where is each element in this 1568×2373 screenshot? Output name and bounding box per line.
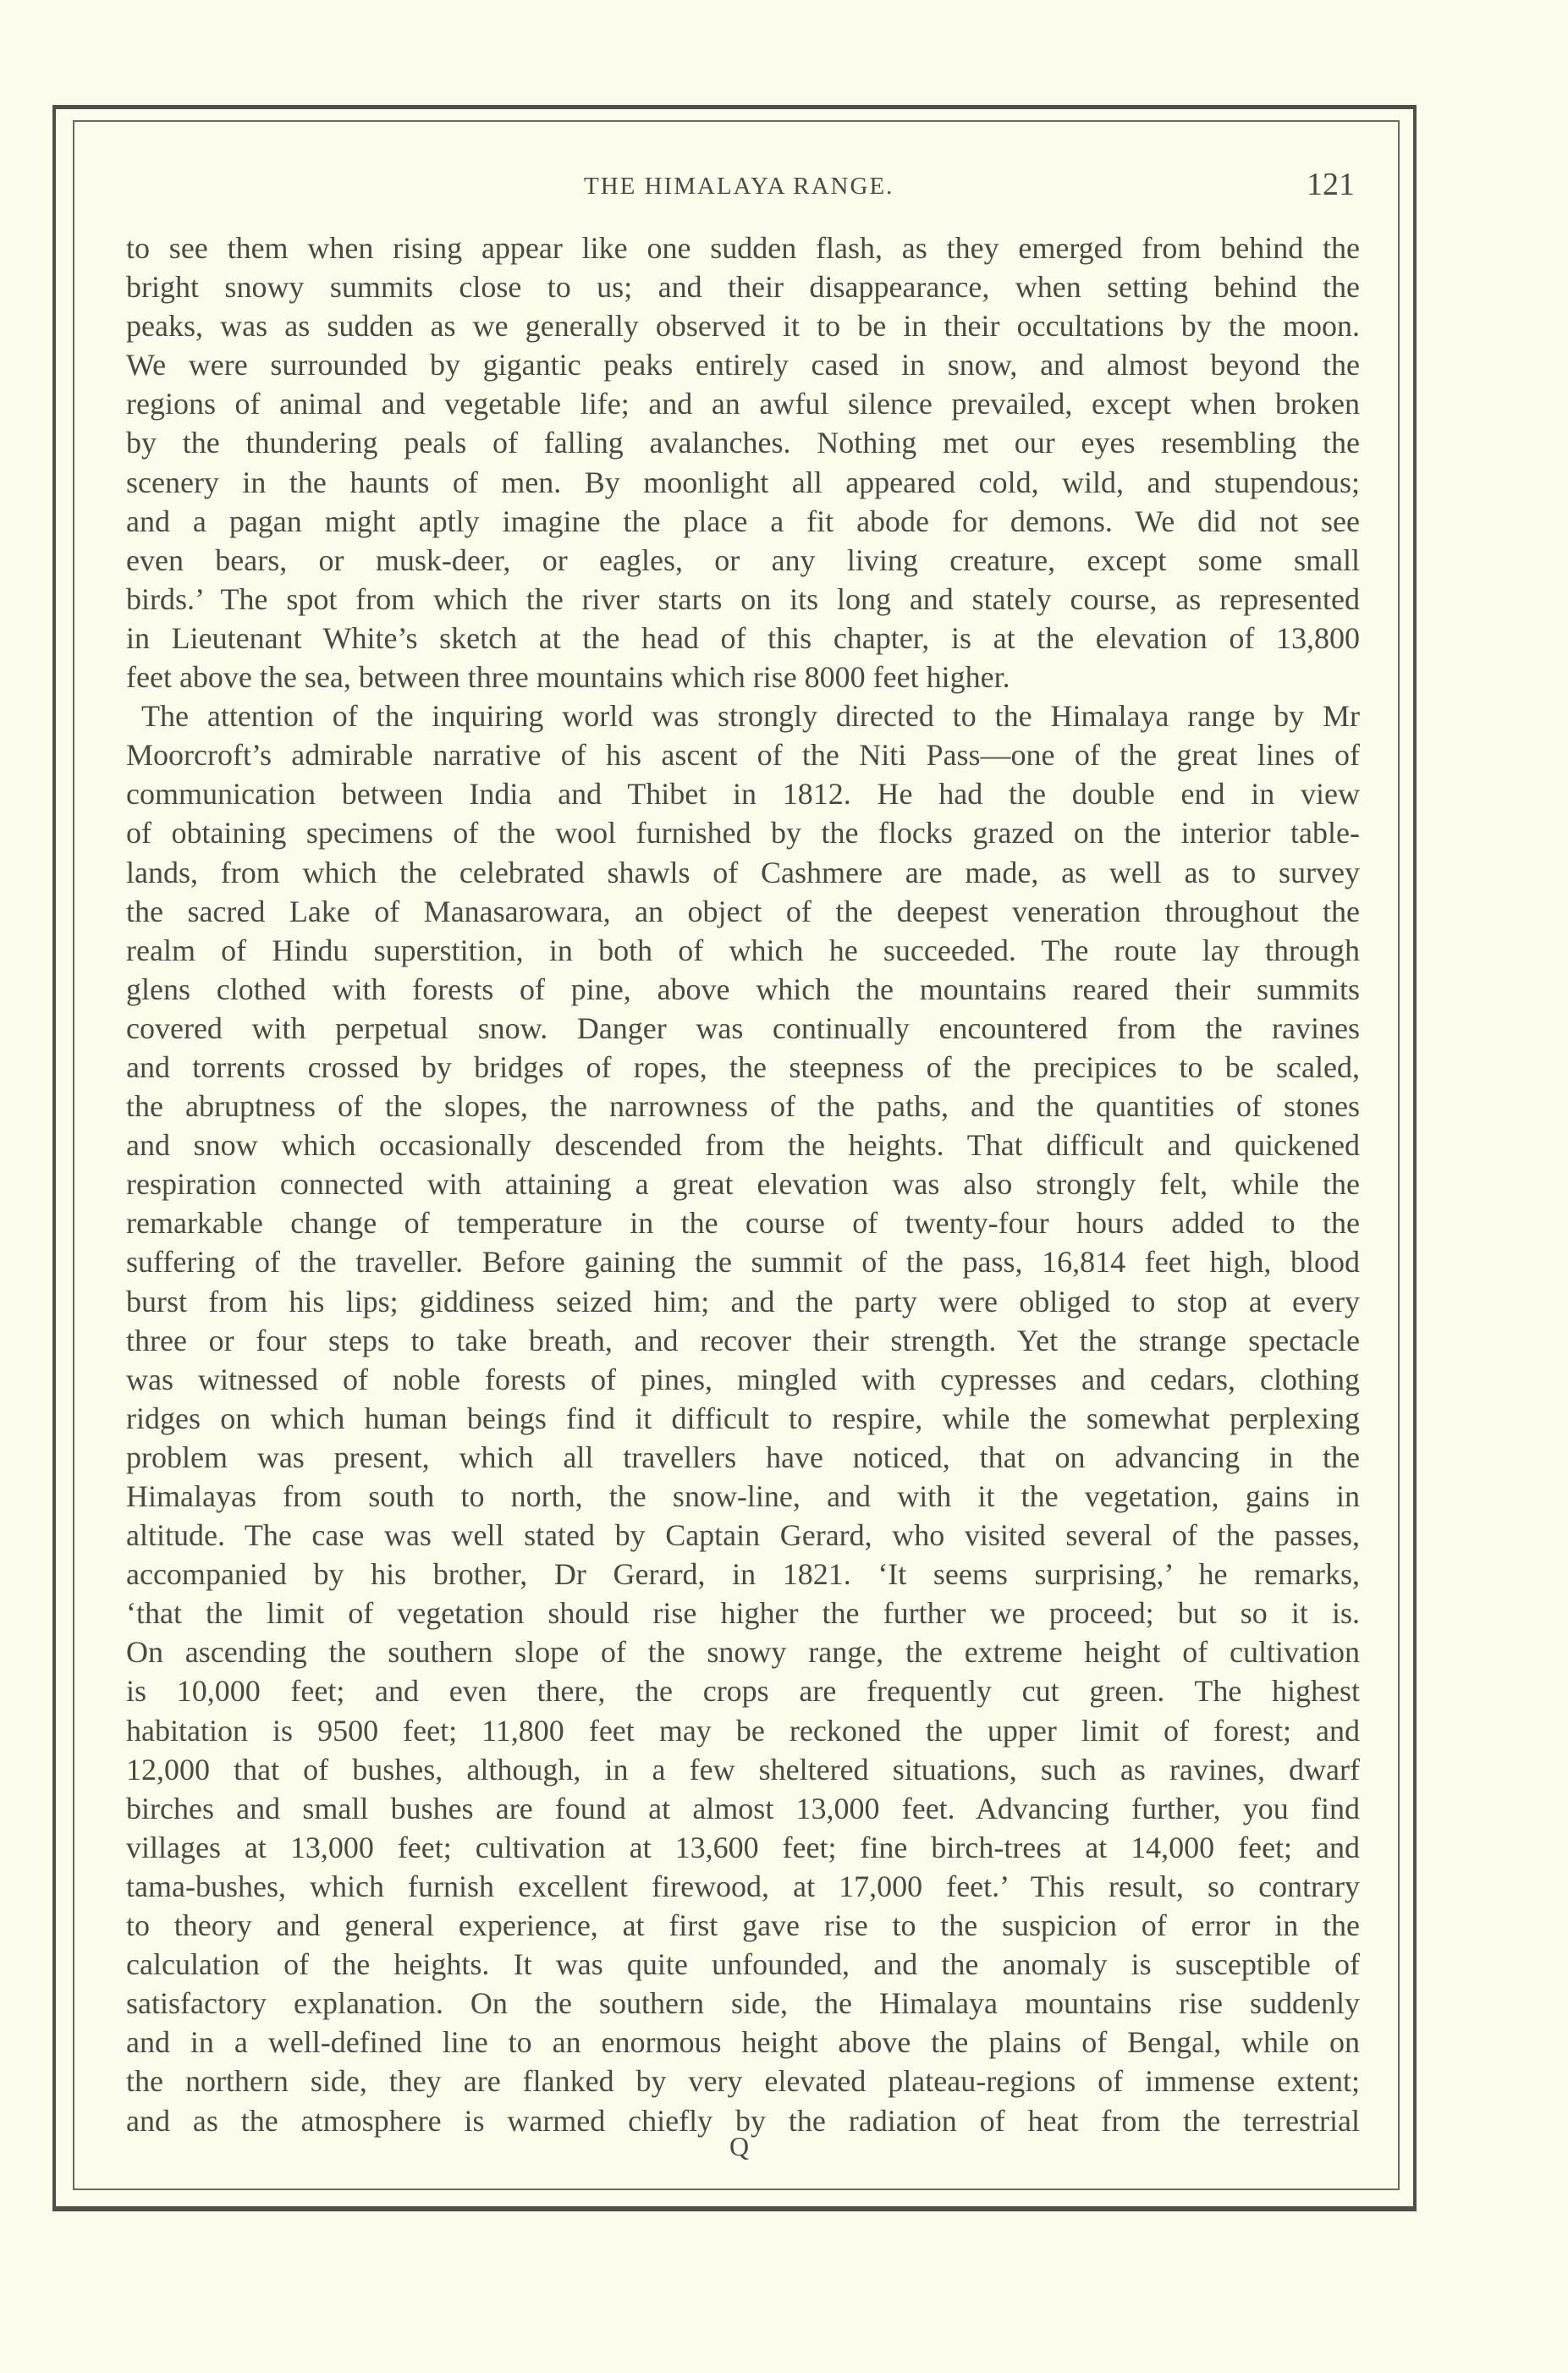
text-line: communication between India and Thibet in 1812. He had the double end in view [126, 777, 1360, 812]
text-line: of obtaining specimens of the wool furnished by the flocks grazed on the interior table- [126, 816, 1360, 851]
text-line: calculation of the heights. It was quite unfounded, and the anomaly is susceptible of [126, 1947, 1360, 1982]
text-line: The attention of the inquiring world was strongly directed to the Himalaya range by Mr [141, 699, 1360, 734]
text-line: birds.’ The spot from which the river starts on its long and stately course, as represented [126, 581, 1360, 616]
text-line: respiration connected with attaining a great elevation was also strongly felt, while the [126, 1167, 1360, 1202]
running-head: THE HIMALAYA RANGE. [584, 173, 894, 200]
body-text [126, 228, 1360, 2140]
text-line: On ascending the southern slope of the snowy range, the extreme height of cultivation [126, 1635, 1360, 1670]
text-line: ‘that the limit of vegetation should rise higher the further we proceed; but so it is. [126, 1596, 1360, 1631]
text-line: and a pagan might aptly imagine the place a fit abode for demons. We did not see [126, 504, 1360, 538]
text-line: tama-bushes, which furnish excellent firewood, at 17,000 feet.’ This result, so contrary [126, 1869, 1360, 1903]
text-line: 12,000 that of bushes, although, in a few sheltered situations, such as ravines, dwarf [126, 1752, 1360, 1787]
text-line: and torrents crossed by bridges of ropes, the steepness of the precipices to be scaled, [126, 1049, 1360, 1084]
text-line: covered with perpetual snow. Danger was continually encountered from the ravines [126, 1010, 1360, 1045]
text-line: scenery in the haunts of men. By moonlight all appeared cold, wild, and stupendous; [126, 465, 1360, 499]
text-line: villages at 13,000 feet; cultivation at 13,600 feet; fine birch-trees at 14,000 feet; and [126, 1830, 1360, 1864]
text-line: We were surrounded by gigantic peaks entirely cased in snow, and almost beyond the [126, 348, 1360, 383]
text-line: ridges on which human beings find it difficult to respire, while the somewhat perplexing [126, 1401, 1360, 1435]
text-line: to theory and general experience, at first gave rise to the suspicion of error in the [126, 1908, 1360, 1943]
text-line: and snow which occasionally descended from the heights. That difficult and quickened [126, 1128, 1360, 1163]
text-line: suffering of the traveller. Before gaining the summit of the pass, 16,814 feet high, blood [126, 1245, 1360, 1280]
text-line: regions of animal and vegetable life; and an awful silence prevailed, except when broken [126, 387, 1360, 421]
text-line: lands, from which the celebrated shawls of Cashmere are made, as well as to survey [126, 855, 1360, 889]
text-line: was witnessed of noble forests of pines, mingled with cypresses and cedars, clothing [126, 1362, 1360, 1396]
text-line: and as the atmosphere is warmed chiefly by the radiation of heat from the terrestrial [126, 2103, 1360, 2138]
text-line: in Lieutenant White’s sketch at the head of this chapter, is at the elevation of 13,800 [126, 620, 1360, 655]
text-line: satisfactory explanation. On the southern side, the Himalaya mountains rise suddenly [126, 1986, 1360, 2021]
text-line: peaks, was as sudden as we generally observed it to be in their occultations by the moon. [126, 309, 1360, 344]
text-line: realm of Hindu superstition, in both of which he succeeded. The route lay through [126, 933, 1360, 967]
text-line: remarkable change of temperature in the course of twenty-four hours added to the [126, 1206, 1360, 1241]
text-line: to see them when rising appear like one sudden flash, as they emerged from behind the [126, 231, 1360, 265]
text-line: altitude. The case was well stated by Captain Gerard, who visited several of the passes, [126, 1518, 1360, 1553]
text-line: Moorcroft’s admirable narrative of his ascent of the Niti Pass—one of the great lines of [126, 738, 1360, 773]
text-line: the abruptness of the slopes, the narrowness of the paths, and the quantities of stones [126, 1089, 1360, 1124]
text-line: the northern side, they are flanked by very elevated plateau-regions of immense extent; [126, 2064, 1360, 2099]
text-line: and in a well-defined line to an enormous height above the plains of Bengal, while on [126, 2025, 1360, 2060]
text-line: the sacred Lake of Manasarowara, an object of the deepest veneration throughout the [126, 894, 1360, 928]
text-line: feet above the sea, between three mountains which rise 8000 feet higher. [126, 660, 1010, 695]
text-line: problem was present, which all travellers have noticed, that on advancing in the [126, 1440, 1360, 1474]
text-line: three or four steps to take breath, and recover their strength. Yet the strange spectacle [126, 1323, 1360, 1357]
text-line: burst from his lips; giddiness seized him; and the party were obliged to stop at every [126, 1284, 1360, 1319]
signature-mark: Q [729, 2131, 750, 2161]
text-line: is 10,000 feet; and even there, the crops are frequently cut green. The highest [126, 1674, 1360, 1709]
text-line: Himalayas from south to north, the snow-line, and with it the vegetation, gains in [126, 1479, 1360, 1513]
page-number: 121 [1307, 167, 1355, 202]
text-line: bright snowy summits close to us; and their disappearance, when setting behind the [126, 270, 1360, 305]
text-line: habitation is 9500 feet; 11,800 feet may be reckoned the upper limit of forest; and [126, 1713, 1360, 1748]
text-line: birches and small bushes are found at almost 13,000 feet. Advancing further, you find [126, 1791, 1360, 1825]
text-line: glens clothed with forests of pine, above which the mountains reared their summits [126, 972, 1360, 1006]
text-line: by the thundering peals of falling avalanches. Nothing met our eyes resembling the [126, 426, 1360, 460]
text-line: even bears, or musk-deer, or eagles, or any living creature, except some small [126, 542, 1360, 577]
text-line: accompanied by his brother, Dr Gerard, in 1821. ‘It seems surprising,’ he remarks, [126, 1557, 1360, 1592]
